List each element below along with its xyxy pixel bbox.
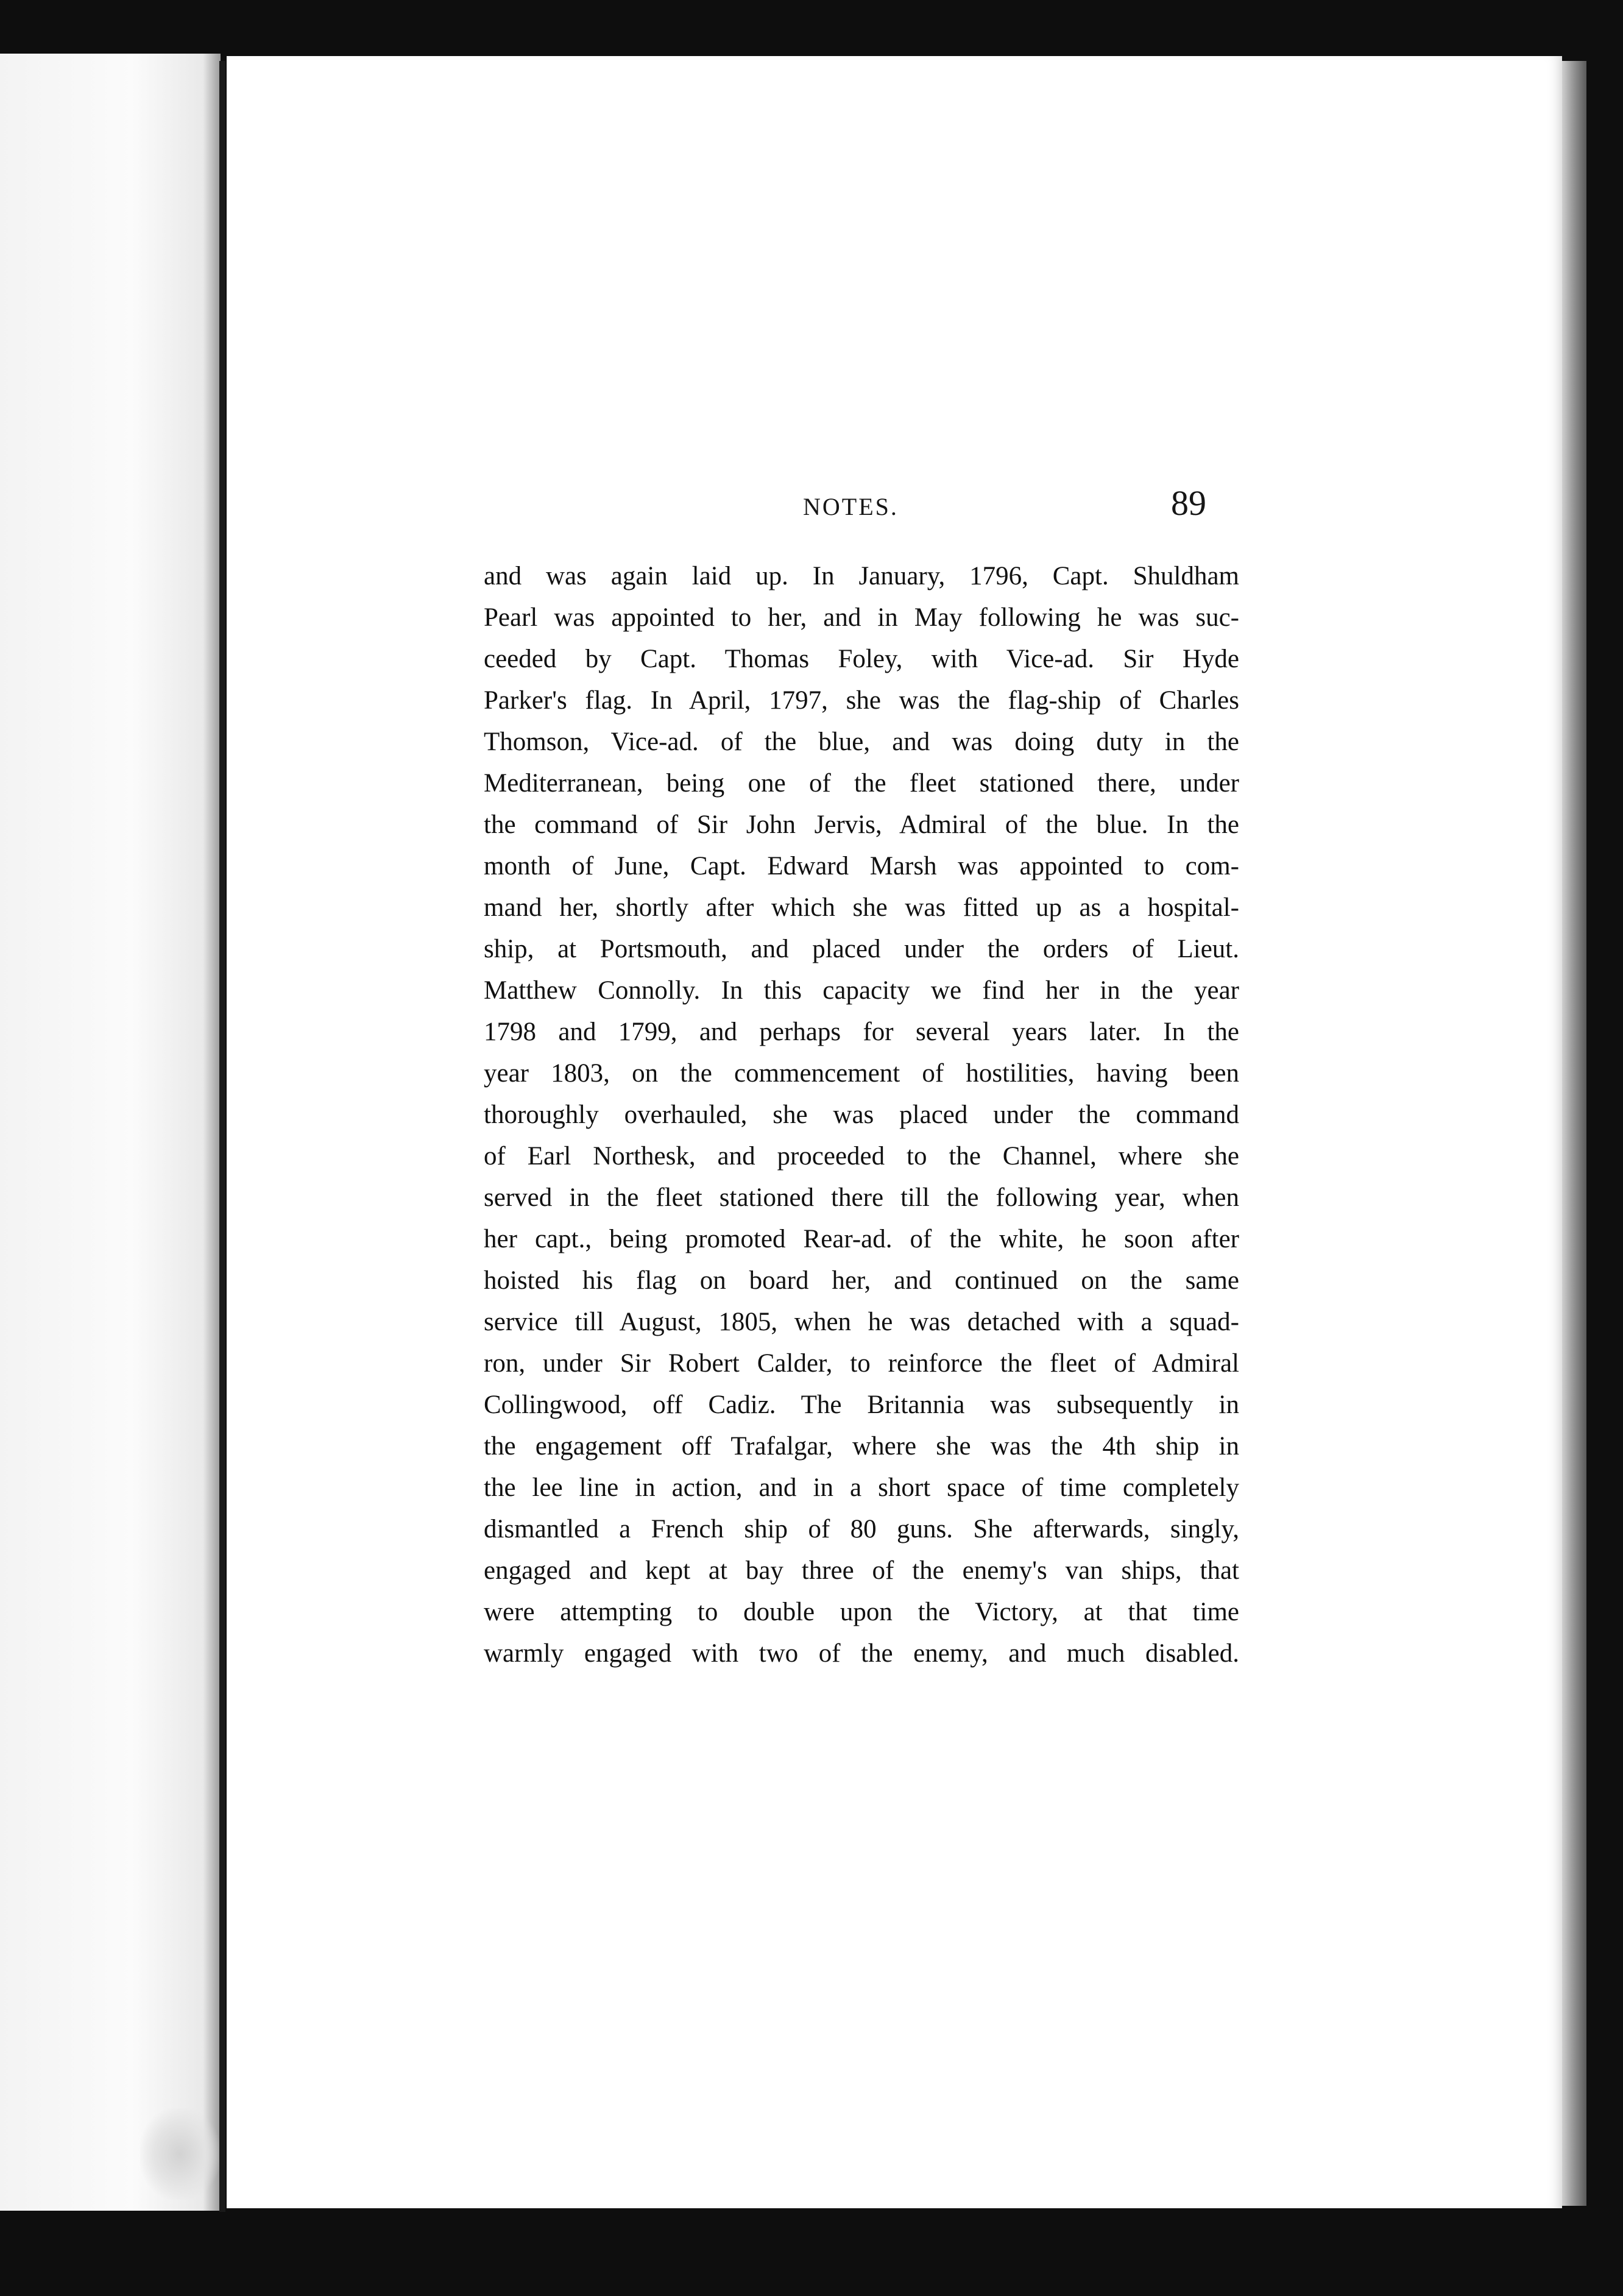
text-line: thoroughly overhauled, she was placed under the command	[484, 1100, 1239, 1129]
text-line: hoisted his flag on board her, and continued on the same	[484, 1266, 1239, 1295]
running-head: NOTES.	[803, 493, 899, 520]
text-line: Collingwood, off Cadiz. The Britannia was subsequently in	[484, 1391, 1239, 1419]
page-stain	[140, 2108, 219, 2200]
page-header	[227, 483, 1562, 531]
text-line: her capt., being promoted Rear-ad. of the white, he soon after	[484, 1225, 1239, 1253]
text-line: warmly engaged with two of the enemy, and much disabled.	[484, 1639, 1239, 1668]
text-line: engaged and kept at bay three of the enemy's van ships, that	[484, 1556, 1239, 1585]
text-line: 1798 and 1799, and perhaps for several years later. In the	[484, 1018, 1239, 1046]
text-line: Thomson, Vice-ad. of the blue, and was doing duty in the	[484, 728, 1239, 756]
right-page-edge	[1562, 61, 1586, 2206]
text-line: Pearl was appointed to her, and in May following he was suc-	[484, 603, 1239, 632]
left-facing-page-edge	[0, 54, 221, 2211]
text-line: and was again laid up. In January, 1796, Capt. Shuldham	[484, 562, 1239, 590]
book-page	[227, 56, 1562, 2208]
text-line: served in the fleet stationed there till the following year, when	[484, 1183, 1239, 1212]
text-line: ron, under Sir Robert Calder, to reinforce the fleet of Admiral	[484, 1349, 1239, 1378]
body-text	[484, 556, 1239, 1674]
text-line: Mediterranean, being one of the fleet stationed there, under	[484, 769, 1239, 798]
text-line: mand her, shortly after which she was fitted up as a hospital-	[484, 893, 1239, 922]
text-line: of Earl Northesk, and proceeded to the Channel, where she	[484, 1142, 1239, 1171]
text-line: the lee line in action, and in a short space of time completely	[484, 1473, 1239, 1502]
text-line: dismantled a French ship of 80 guns. She afterwards, singly,	[484, 1515, 1239, 1543]
text-line: Parker's flag. In April, 1797, she was the flag-ship of Charles	[484, 686, 1239, 715]
text-line: ceeded by Capt. Thomas Foley, with Vice-ad. Sir Hyde	[484, 645, 1239, 673]
text-line: were attempting to double upon the Victory, at that time	[484, 1598, 1239, 1626]
book-gutter	[219, 61, 225, 2212]
text-line: the command of Sir John Jervis, Admiral of the blue. In the	[484, 810, 1239, 839]
text-line: Matthew Connolly. In this capacity we find her in the year	[484, 976, 1239, 1005]
text-line: month of June, Capt. Edward Marsh was appointed to com-	[484, 852, 1239, 880]
text-line: service till August, 1805, when he was detached with a squad-	[484, 1308, 1239, 1336]
page-number: 89	[1171, 483, 1206, 523]
text-line: the engagement off Trafalgar, where she was the 4th ship in	[484, 1432, 1239, 1461]
text-line: ship, at Portsmouth, and placed under the orders of Lieut.	[484, 935, 1239, 963]
text-line: year 1803, on the commencement of hostilities, having been	[484, 1059, 1239, 1088]
